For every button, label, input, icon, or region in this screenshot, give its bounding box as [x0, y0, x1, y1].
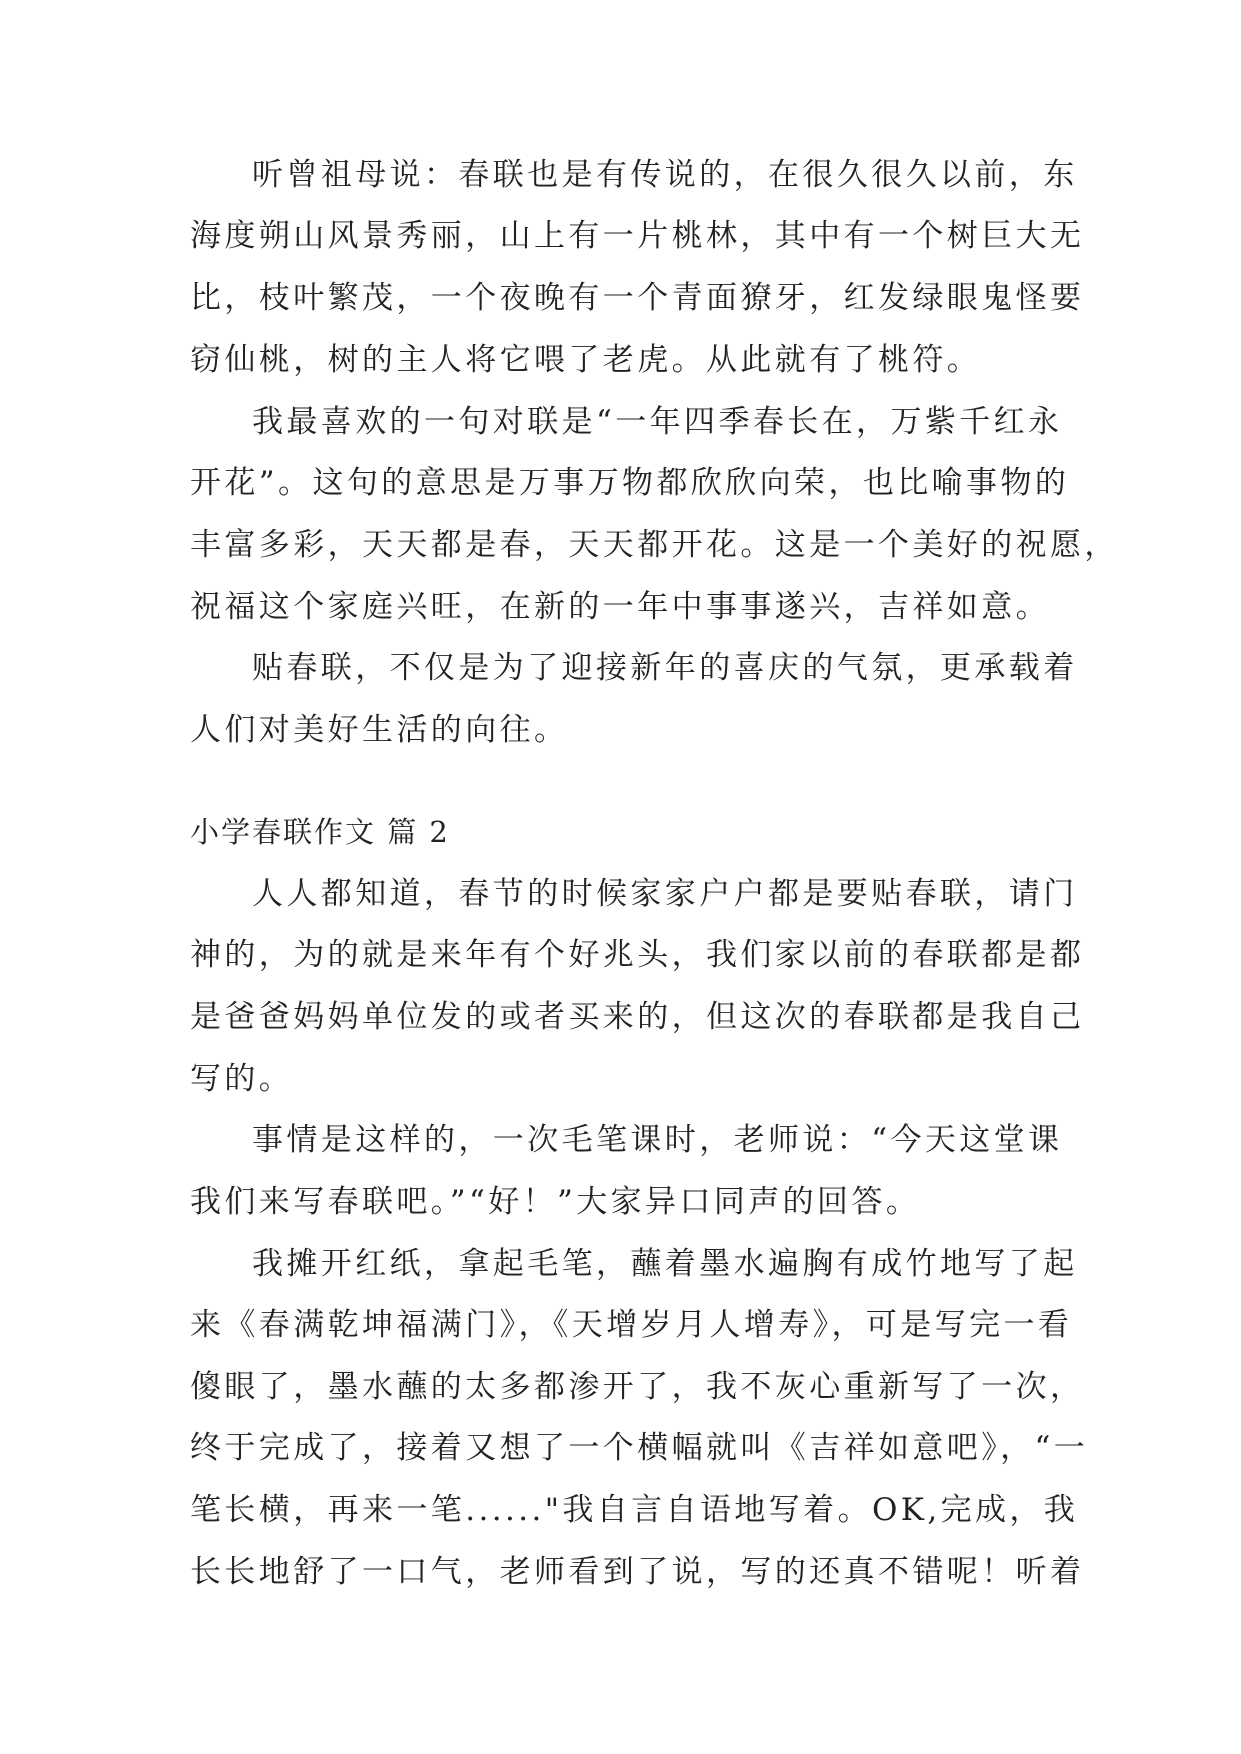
paragraph-line: 来《春满乾坤福满门》，《天增岁月人增寿》，可是写完一看: [190, 1307, 1073, 1343]
paragraph-line: 长长地舒了一口气，老师看到了说，写的还真不错呢！听着: [190, 1554, 1085, 1590]
paragraph-line: 贴春联，不仅是为了迎接新年的喜庆的气氛，更承载着: [252, 650, 1078, 686]
paragraph-line: 写的。: [190, 1061, 294, 1097]
paragraph-line: 窃仙桃，树的主人将它喂了老虎。从此就有了桃符。: [190, 342, 982, 378]
paragraph-line: 笔长横，再来一笔......"我自言自语地写着。OK,完成，我: [190, 1492, 1079, 1528]
paragraph-line: 我们来写春联吧。”“好！”大家异口同声的回答。: [190, 1184, 921, 1220]
paragraph-line: 开花”。这句的意思是万事万物都欣欣向荣，也比喻事物的: [190, 465, 1070, 501]
paragraph-line: 听曾祖母说：春联也是有传说的，在很久很久以前，东: [252, 157, 1078, 193]
paragraph-line: 神的，为的就是来年有个好兆头，我们家以前的春联都是都: [190, 937, 1085, 973]
paragraph-line: 人人都知道，春节的时候家家户户都是要贴春联，请门: [252, 876, 1078, 912]
paragraph-line: 事情是这样的，一次毛笔课时，老师说：“今天这堂课: [252, 1122, 1063, 1158]
paragraph-line: 傻眼了，墨水蘸的太多都渗开了，我不灰心重新写了一次，: [190, 1369, 1085, 1405]
paragraph-line: 人们对美好生活的向往。: [190, 712, 569, 748]
paragraph-line: 比，枝叶繁茂，一个夜晚有一个青面獠牙，红发绿眼鬼怪要: [190, 280, 1085, 316]
paragraph-line: 祝福这个家庭兴旺，在新的一年中事事遂兴，吉祥如意。: [190, 589, 1050, 625]
paragraph-line: 我最喜欢的一句对联是“一年四季春长在，万紫千红永: [252, 404, 1063, 440]
section-heading: 小学春联作文 篇 2: [190, 815, 450, 849]
paragraph-line: 终于完成了，接着又想了一个横幅就叫《吉祥如意吧》，“一: [190, 1430, 1089, 1466]
paragraph-line: 我摊开红纸，拿起毛笔，蘸着墨水遍胸有成竹地写了起: [252, 1246, 1078, 1282]
paragraph-line: 海度朔山风景秀丽，山上有一片桃林，其中有一个树巨大无: [190, 218, 1085, 254]
paragraph-line: 丰富多彩，天天都是春，天天都开花。这是一个美好的祝愿，: [190, 527, 1119, 563]
paragraph-line: 是爸爸妈妈单位发的或者买来的，但这次的春联都是我自己: [190, 999, 1085, 1035]
